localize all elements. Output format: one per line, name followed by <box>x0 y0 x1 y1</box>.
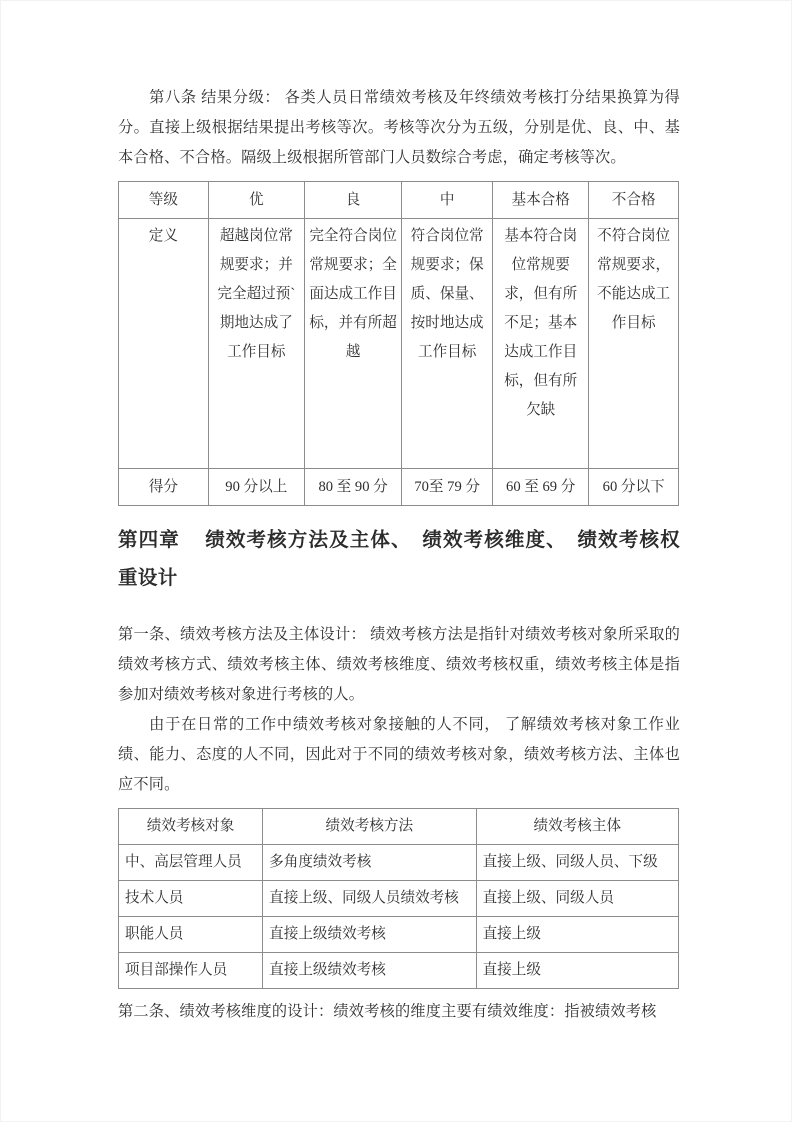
table-row-label: 得分 <box>119 469 209 506</box>
chapter-title-part-3: 绩效考核权重设计 <box>118 530 680 589</box>
table-header-cell: 基本合格 <box>493 182 589 219</box>
table-cell: 直接上级 <box>476 917 678 953</box>
table-cell: 职能人员 <box>119 917 263 953</box>
table-row <box>119 953 679 989</box>
table-row-header <box>119 182 679 219</box>
table-header-cell: 绩效考核对象 <box>119 809 263 845</box>
table-header-cell: 绩效考核主体 <box>476 809 678 845</box>
table-header-cell: 中 <box>402 182 493 219</box>
chapter-number: 第四章 <box>118 530 180 551</box>
table-row <box>119 845 679 881</box>
table-cell: 超越岗位常规要求；并完全超过预`期地达成了工作目标 <box>208 219 304 469</box>
grade-definition-table <box>118 181 679 506</box>
table-cell: 基本符合岗位常规要求，但有所不足；基本达成工作目标，但有所欠缺 <box>493 219 589 469</box>
table-cell: 技术人员 <box>119 881 263 917</box>
table-cell: 中、高层管理人员 <box>119 845 263 881</box>
spacer <box>118 173 680 181</box>
paragraph-article-2: 第二条、绩效考核维度的设计：绩效考核的维度主要有绩效维度：指被绩效考核 <box>118 1003 657 1020</box>
table-cell: 多角度绩效考核 <box>263 845 476 881</box>
table-cell: 70至 79 分 <box>402 469 493 506</box>
table-row <box>119 917 679 953</box>
table-header-cell: 良 <box>304 182 401 219</box>
table-cell: 符合岗位常规要求；保质、保量、按时地达成工作目标 <box>402 219 493 469</box>
table-cell: 60 分以下 <box>589 469 679 506</box>
table-cell: 80 至 90 分 <box>304 469 401 506</box>
paragraph-article-8: 第八条 结果分级： 各类人员日常绩效考核及年终绩效考核打分结果换算为得分。直接上级根据结果提出考核等次。考核等次分为五级，分别是优、良、中、基本合格、不合格。隔级上级根据所管部门人员数综合考虑，确定考核等次。 <box>118 89 680 166</box>
table-cell: 项目部操作人员 <box>119 953 263 989</box>
chapter-heading <box>118 522 680 598</box>
table-cell: 60 至 69 分 <box>493 469 589 506</box>
spacer <box>118 506 680 522</box>
table-row <box>119 881 679 917</box>
table-cell: 直接上级 <box>476 953 678 989</box>
table-cell: 完全符合岗位常规要求；全面达成工作目标，并有所超越 <box>304 219 401 469</box>
paragraph-reason: 由于在日常的工作中绩效考核对象接触的人不同， 了解绩效考核对象工作业绩、能力、态度的人不同，因此对于不同的绩效考核对象，绩效考核方法、主体也应不同。 <box>118 716 680 793</box>
table-cell: 90 分以上 <box>208 469 304 506</box>
page-content <box>118 83 680 1027</box>
table-row <box>119 469 679 506</box>
table-header-cell: 优 <box>208 182 304 219</box>
table-row <box>119 219 679 469</box>
appraisal-method-table <box>118 808 679 989</box>
table-header-cell: 绩效考核方法 <box>263 809 476 845</box>
table-row-label: 定义 <box>119 219 209 469</box>
spacer <box>118 800 680 808</box>
table-cell: 直接上级绩效考核 <box>263 953 476 989</box>
table-cell: 直接上级绩效考核 <box>263 917 476 953</box>
table-header-cell: 等级 <box>119 182 209 219</box>
table-cell: 直接上级、同级人员绩效考核 <box>263 881 476 917</box>
table-header-cell: 不合格 <box>589 182 679 219</box>
table-cell: 直接上级、同级人员 <box>476 881 678 917</box>
paragraph-article-1: 第一条、绩效考核方法及主体设计： 绩效考核方法是指针对绩效考核对象所采取的绩效考核方式、绩效考核主体、绩效考核维度、绩效考核权重，绩效考核主体是指参加对绩效考核对象进行考核的人。 <box>118 626 680 703</box>
spacer <box>118 989 680 997</box>
chapter-title-part-2: 绩效考核维度、 <box>422 530 567 551</box>
table-cell: 直接上级、同级人员、下级 <box>476 845 678 881</box>
table-cell: 不符合岗位常规要求，不能达成工作目标 <box>589 219 679 469</box>
spacer <box>118 598 680 620</box>
table-row-header <box>119 809 679 845</box>
chapter-title-part-1: 绩效考核方法及主体、 <box>205 530 412 551</box>
